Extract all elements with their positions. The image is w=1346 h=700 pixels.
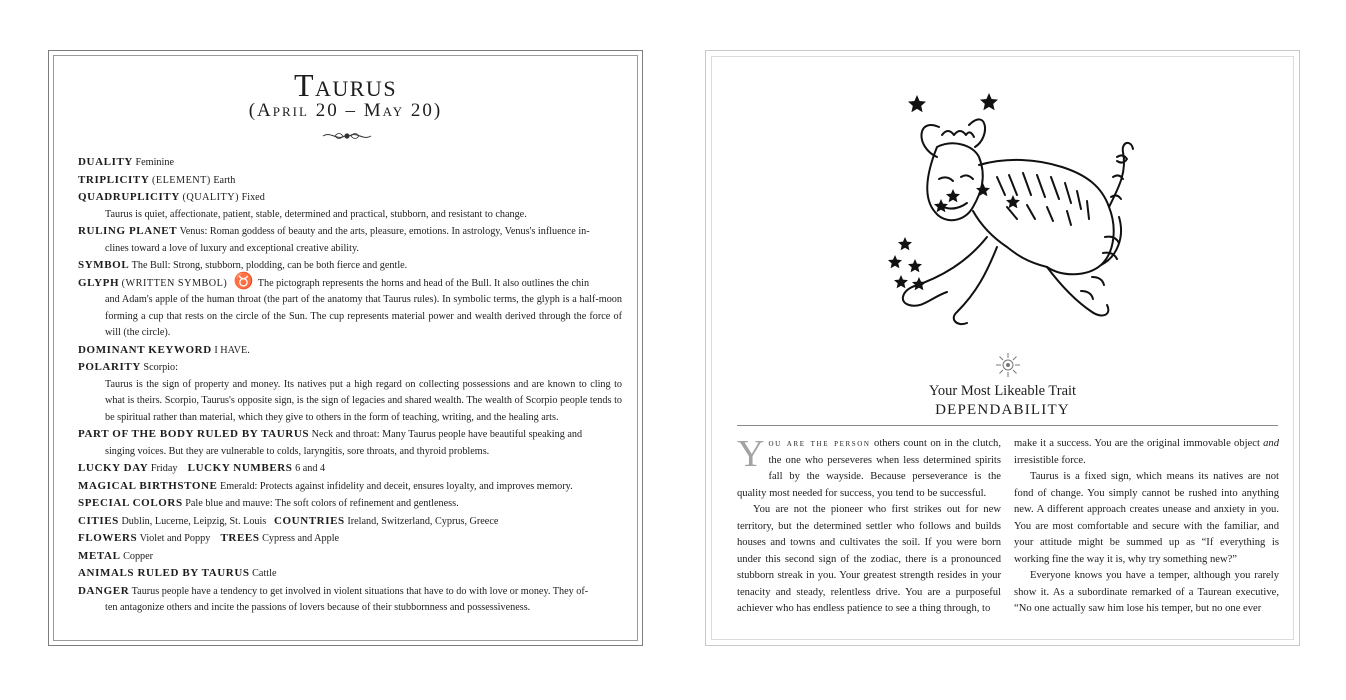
sign-facts <box>78 154 622 617</box>
body-part-description: singing voices. But they are vulnerable to colds, laryngitis, sore throats, and thyroid problems. <box>105 445 490 457</box>
quality-description: Taurus is quiet, affectionate, patient, stable, determined and practical, stubborn, and resistant to change. <box>105 208 527 220</box>
right-page <box>705 50 1300 646</box>
danger-entry: DANGER Taurus people have a tendency to get involved in violent situations that have to do with love or money. They of- <box>78 584 589 597</box>
left-page <box>48 50 643 646</box>
cities-entry: CITIES Dublin, Lucerne, Leipzig, St. Louis COUNTRIES Ireland, Switzerland, Cyprus, Greece <box>78 514 499 527</box>
quadruplicity-entry: QUADRUPLICITY (QUALITY) Fixed <box>78 191 265 203</box>
lucky-entry: LUCKY DAY Friday LUCKY NUMBERS 6 and 4 <box>78 462 326 474</box>
duality-entry: DUALITY Feminine <box>78 156 174 168</box>
flowers-entry: FLOWERS Violet and Poppy TREES Cypress and Apple <box>78 532 340 544</box>
metal-entry: METAL Copper <box>78 549 154 562</box>
birthstone-entry: MAGICAL BIRTHSTONE Emerald: Protects against infidelity and deceit, ensures loyalty, and improves memory. <box>78 479 573 492</box>
animals-entry: ANIMALS RULED BY TAURUS Cattle <box>78 567 277 579</box>
danger-description: ten antagonize others and incite the passions of lovers because of their stubbornness and possessiveness. <box>105 602 531 613</box>
taurus-bull-illustration <box>887 87 1137 332</box>
section-divider <box>737 425 1278 426</box>
flourish-ornament <box>321 130 373 142</box>
right-page-frame <box>711 56 1294 640</box>
symbol-entry: SYMBOL The Bull: Strong, stubborn, plodding, can be both fierce and gentle. <box>78 259 408 271</box>
glyph-description: and Adam's apple of the human throat (the part of the anatomy that Taurus rules). In symbolic terms, the glyph is a half-moon forming a cup that rests on the circle of the Sun. The cup represents material power and wealth derived through the force of will (the circle). <box>105 294 622 338</box>
text-column-left <box>737 433 1001 618</box>
text-column-right <box>1014 436 1279 618</box>
sun-ornament-icon <box>995 352 1021 378</box>
paragraph-2: You are not the pioneer who first strikes out for new territory, but the determined settler who follows and builds houses and towns and cultivates the soil. If you were born under this second sign of the zodiac, there is a pronounced stubborn streak in you. Your greatest strength resides in your tenacity and steady, relentless drive. You are a purposeful achiever who has endless patience to see a thing through, to <box>737 504 1001 614</box>
glyph-entry: GLYPH (WRITTEN SYMBOL) ♉ The pictograph represents the horns and head of the Bull. It also outlines the chin <box>78 272 590 290</box>
drop-cap: Y <box>737 433 765 475</box>
body-part-entry: PART OF THE BODY RULED BY TAURUS Neck and throat: Many Taurus people have beautiful speaking and <box>78 428 583 440</box>
trait-name: DEPENDABILITY <box>935 402 1070 418</box>
dominant-keyword-entry: DOMINANT KEYWORD I HAVE. <box>78 343 250 356</box>
polarity-description: Taurus is the sign of property and money. Its natives put a high regard on collecting possessions and are known to cling to what is theirs. Scorpio, Taurus's opposite sign, is the sign of legacies and shared wealth. The wealth of Scorpio people tends to be spiritual rather than material, which they give to others in the form of teaching, writing, and the healing arts. <box>105 378 622 423</box>
left-page-frame <box>53 55 638 641</box>
sign-title: Taurus <box>293 67 398 103</box>
sign-dates: (April 20 – May 20) <box>248 100 443 121</box>
paragraph-4: Taurus is a fixed sign, which means its natives are not fond of change. You simply cannot be rushed into anything new. A different approach creates unease and anxiety in you. You are most comfortable and secure with the familiar, and your attitude might be summed up as “If everything is working fine the way it is, why try something new?” <box>1014 471 1279 565</box>
triplicity-entry: TRIPLICITY (ELEMENT) Earth <box>78 173 236 186</box>
trait-heading: Your Most Likeable Trait <box>928 383 1077 399</box>
ruling-planet-entry: RULING PLANET Venus: Roman goddess of beauty and the arts, pleasure, emotions. In astrology, Venus's influence in- clines toward a love of luxury and exceptional creative ability. <box>78 225 590 254</box>
taurus-glyph-icon: ♉ <box>233 272 254 290</box>
colors-entry: SPECIAL COLORS Pale blue and mauve: The soft colors of refinement and gentleness. <box>78 497 459 509</box>
polarity-entry: POLARITY Scorpio: <box>78 361 178 373</box>
paragraph-5: Everyone knows you have a temper, although you rarely show it. As a subordinate remarked of a Taurean executive, “No one actually saw him lose his temper, but no one ever <box>1014 570 1279 614</box>
paragraph-1: You are the person others count on in the clutch, the one who perseveres when less determined spirits fall by the wayside. Because perseverance is the quality most needed for success, you tend to be successful. <box>737 433 1001 499</box>
paragraph-3: make it a success. You are the original immovable object and irresistible force. <box>1014 438 1279 466</box>
